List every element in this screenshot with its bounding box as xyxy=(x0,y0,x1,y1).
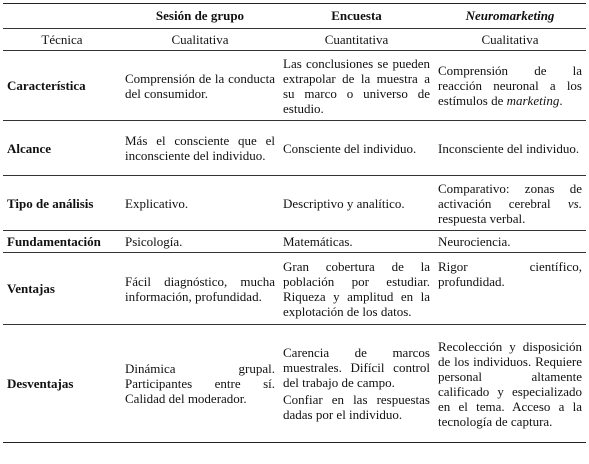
row-label-ventajas: Ventajas xyxy=(3,253,121,325)
fundamentacion-sesion: Psicología. xyxy=(121,231,279,253)
tipo-encuesta: Descriptivo y analítico. xyxy=(279,176,434,231)
caracteristica-encuesta: Las conclusiones se pueden extrapolar de la muestra a su marco o universo de estudio. xyxy=(279,51,434,121)
desventajas-encuesta xyxy=(279,325,434,443)
table-row-fundamentacion xyxy=(3,231,586,253)
header-row xyxy=(3,4,586,29)
table-row-caracteristica xyxy=(3,51,586,121)
table-row-tipo-de-analisis xyxy=(3,176,586,231)
ventajas-neuromarketing: Rigor científico, profundidad. xyxy=(434,253,586,325)
alcance-neuromarketing: Inconsciente del individuo. xyxy=(434,121,586,176)
desventajas-sesion: Dinámica grupal. Participantes entre sí. Calidad del moderador. xyxy=(121,325,279,443)
table-row-desventajas xyxy=(3,325,586,443)
caracteristica-neuromarketing: Comprensión de la reacción neuronal a los estímulos de marketing. xyxy=(434,51,586,121)
fundamentacion-neuromarketing: Neurociencia. xyxy=(434,231,586,253)
tecnica-encuesta: Cuantitativa xyxy=(279,29,434,51)
table-row-ventajas xyxy=(3,253,586,325)
header-empty-cell xyxy=(3,4,121,29)
desventajas-neuromarketing: Recolección y disposición de los individuos. Requiere personal altamente calificado y especializado en el tema. Acceso a la tecnología de captura. xyxy=(434,325,586,443)
tipo-neuromarketing: Comparativo: zonas de activación cerebral vs. respuesta verbal. xyxy=(434,176,586,231)
row-label-fundamentacion: Fundamentación xyxy=(3,231,121,253)
row-label-alcance: Alcance xyxy=(3,121,121,176)
row-label-tecnica: Técnica xyxy=(3,29,121,51)
table-row-alcance xyxy=(3,121,586,176)
row-label-tipo-de-analisis: Tipo de análisis xyxy=(3,176,121,231)
ventajas-encuesta: Gran cobertura de la población por estudiar. Riqueza y amplitud en la explotación de los datos. xyxy=(279,253,434,325)
tecnica-neuromarketing: Cualitativa xyxy=(434,29,586,51)
alcance-encuesta: Consciente del individuo. xyxy=(279,121,434,176)
fundamentacion-encuesta: Matemáticas. xyxy=(279,231,434,253)
desventajas-encuesta-p1: Carencia de marcos muestrales. Difícil control del trabajo de campo. xyxy=(283,345,430,390)
row-label-desventajas: Desventajas xyxy=(3,325,121,443)
alcance-sesion: Más el consciente que el inconsciente del individuo. xyxy=(121,121,279,176)
tipo-sesion: Explicativo. xyxy=(121,176,279,231)
tecnica-sesion: Cualitativa xyxy=(121,29,279,51)
header-neuromarketing: Neuromarketing xyxy=(434,4,586,29)
caracteristica-sesion: Comprensión de la conducta del consumidor. xyxy=(121,51,279,121)
ventajas-sesion: Fácil diagnóstico, mucha información, profundidad. xyxy=(121,253,279,325)
row-label-caracteristica: Característica xyxy=(3,51,121,121)
desventajas-encuesta-p2: Confiar en las respuestas dadas por el individuo. xyxy=(283,392,430,422)
table-row-tecnica xyxy=(3,29,586,51)
header-sesion-de-grupo: Sesión de grupo xyxy=(121,4,279,29)
comparison-table xyxy=(3,3,586,443)
header-encuesta: Encuesta xyxy=(279,4,434,29)
